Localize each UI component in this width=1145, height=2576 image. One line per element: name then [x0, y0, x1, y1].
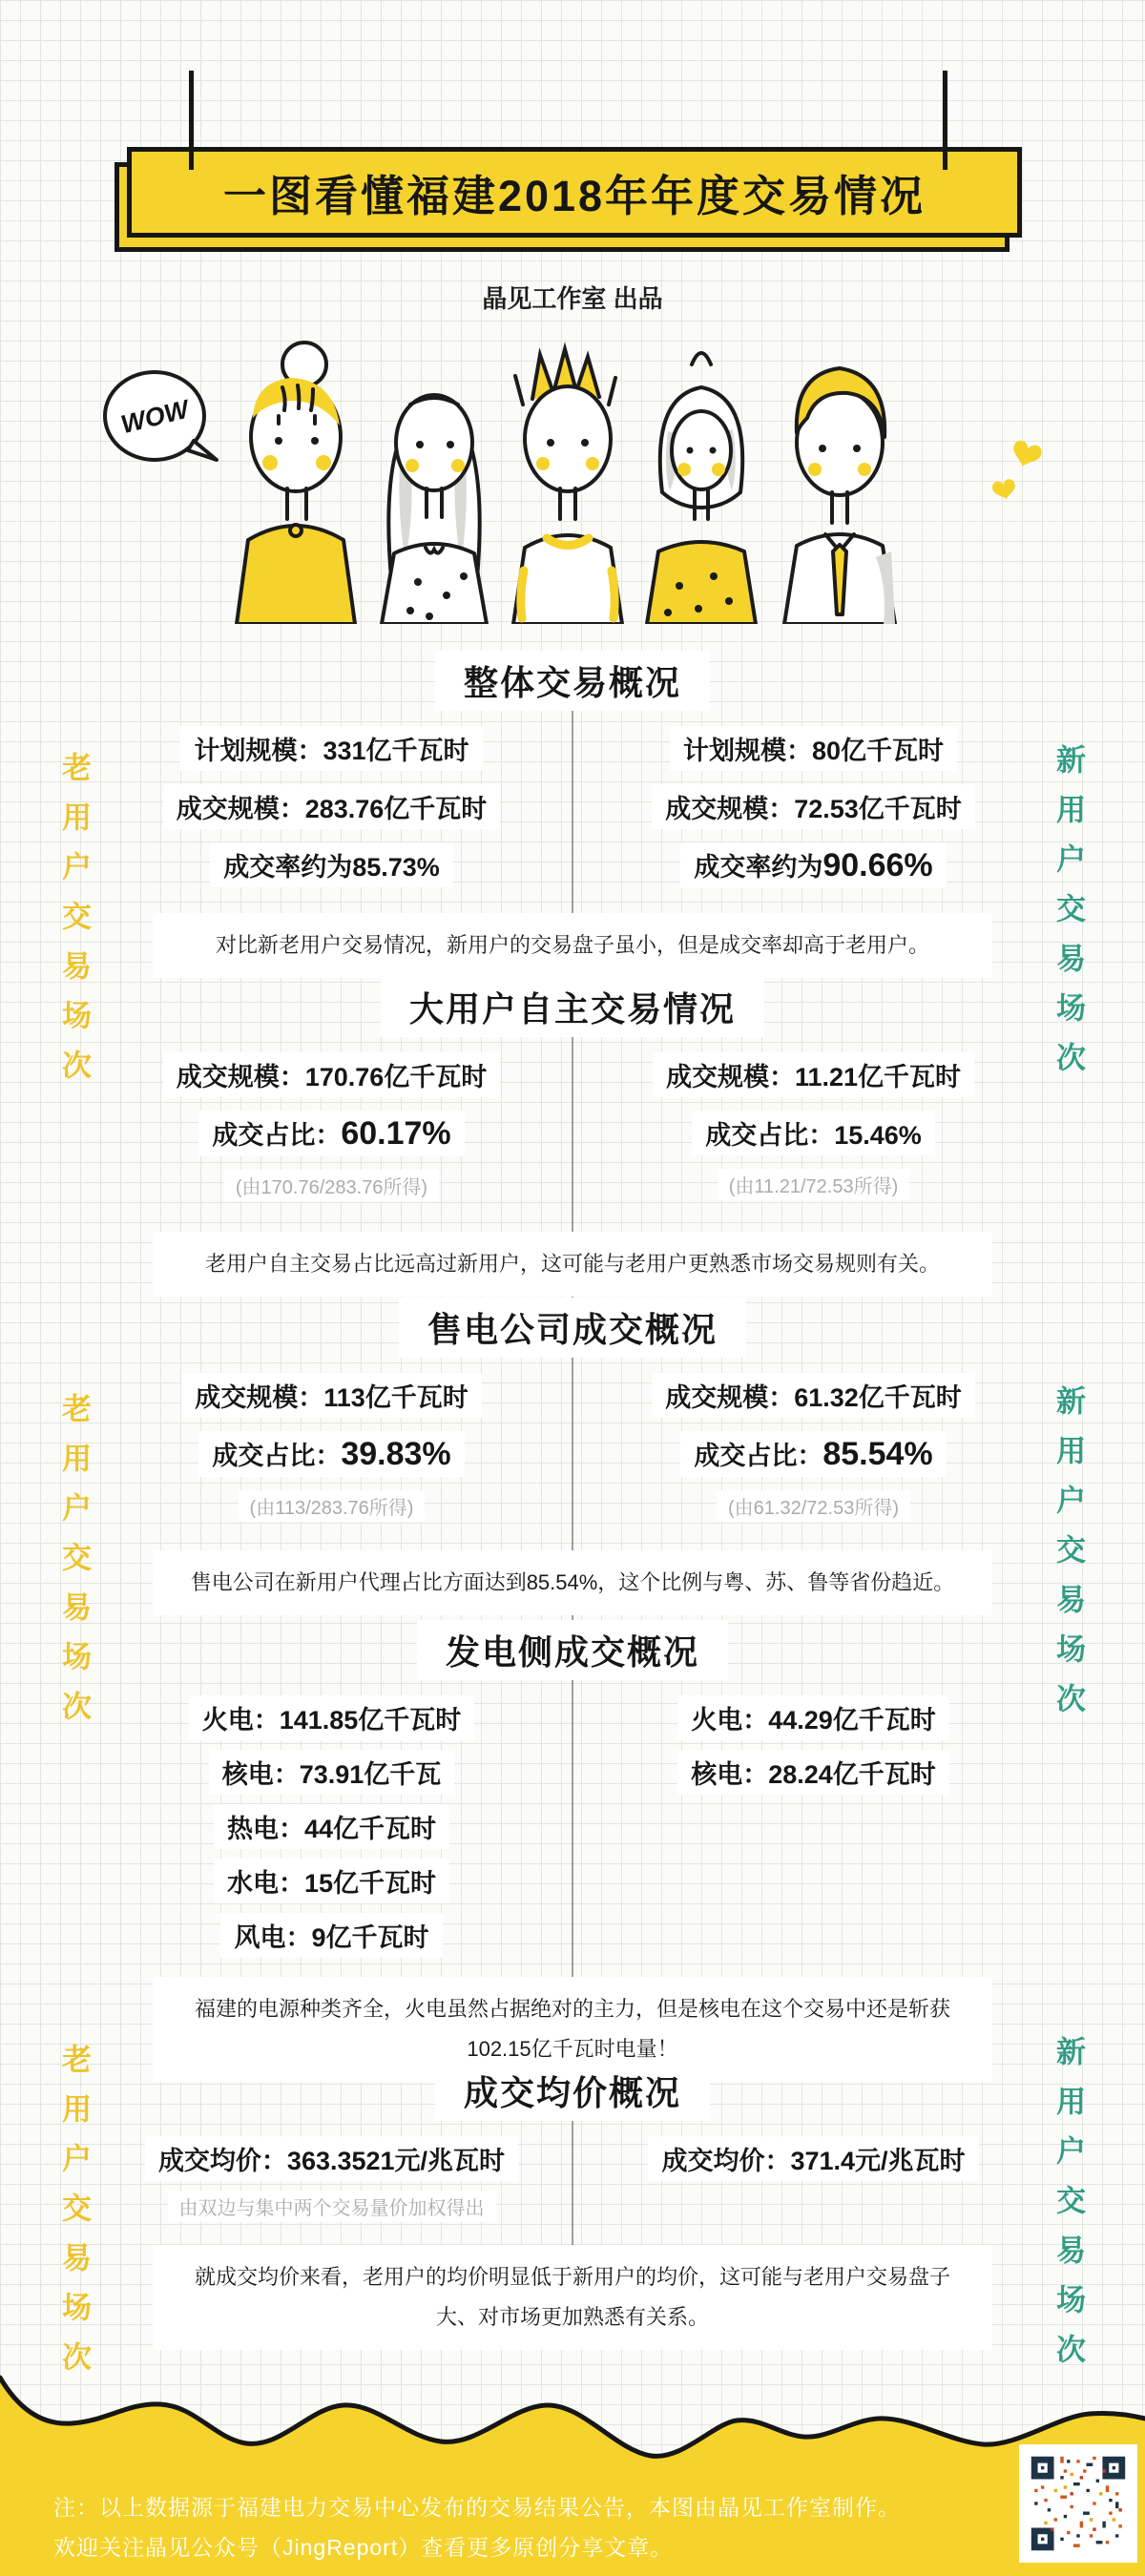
byline: 晶见工作室 出品 [482, 284, 663, 313]
stat-line: 成交规模：113亿千瓦时 [181, 1373, 482, 1418]
stat-line: 核电：73.91亿千瓦 [209, 1750, 455, 1795]
section-heading: 售电公司成交概况 [399, 1298, 746, 1358]
stat-line: 成交占比：60.17% [198, 1111, 464, 1156]
rail-new-user-3: 新用户交易场次 [1051, 2036, 1085, 2383]
stat-line: 风电：9亿千瓦时 [220, 1913, 442, 1958]
character-bob-girl [647, 353, 756, 624]
new-user-column [572, 726, 1054, 888]
stat-line: 成交占比：39.83% [198, 1431, 464, 1477]
new-user-column [572, 2136, 1054, 2222]
footer-note-line2: 欢迎关注晶见公众号（JingReport）查看更多原创分享文章。 [53, 2535, 674, 2560]
stat-line: 水电：15亿千瓦时 [214, 1859, 449, 1903]
new-user-column [572, 1052, 1054, 1201]
stat-subnote: (由61.32/72.53所得) [717, 1490, 910, 1522]
stat-line: 成交占比：85.54% [680, 1431, 946, 1477]
rail-new-user-1: 新用户交易场次 [1051, 744, 1085, 1091]
stat-line: 成交规模：170.76亿千瓦时 [163, 1052, 501, 1097]
character-tie-boy [784, 368, 895, 624]
stat-subnote: (由113/283.76所得) [239, 1490, 426, 1522]
rail-old-user-1: 老用户交易场次 [57, 752, 91, 1099]
stat-line: 成交均价：371.4元/兆瓦时 [648, 2136, 978, 2181]
hearts-decoration [991, 439, 1044, 501]
rail-new-user-2: 新用户交易场次 [1051, 1385, 1085, 1733]
section-note: 对比新老用户交易情况，新用户的交易盘子虽小，但是成交率却高于老用户。 [153, 913, 992, 978]
hanger-pin-left [189, 71, 194, 170]
page-title: 一图看懂福建2018年年度交易情况 [222, 172, 926, 220]
section-heading: 大用户自主交易情况 [381, 977, 764, 1037]
qr-code [1019, 2444, 1137, 2563]
old-user-column [91, 1373, 572, 1522]
stat-line: 成交规模：283.76亿千瓦时 [163, 784, 501, 829]
stat-line: 成交均价：363.3521元/兆瓦时 [145, 2136, 518, 2181]
stat-line: 计划规模：331亿千瓦时 [180, 726, 482, 771]
old-user-column [91, 1052, 572, 1201]
new-user-column [572, 1373, 1054, 1522]
stat-line: 成交规模：61.32亿千瓦时 [652, 1373, 975, 1418]
title-banner [127, 147, 1022, 238]
stat-line: 核电：28.24亿千瓦时 [677, 1750, 949, 1795]
stat-line: 成交规模：11.21亿千瓦时 [653, 1052, 974, 1097]
stat-line: 计划规模：80亿千瓦时 [670, 726, 957, 771]
section-heading: 整体交易概况 [435, 651, 710, 711]
old-user-column [91, 2136, 572, 2222]
character-bun-girl [237, 343, 355, 624]
section-large-user-trading [91, 977, 1054, 1297]
section-note: 就成交均价来看，老用户的均价明显低于新用户的均价，这可能与老用户交易盘子大、对市场更加熟悉有关系。 [153, 2245, 992, 2350]
new-user-column [572, 1695, 1054, 1958]
stat-line: 火电：141.85亿千瓦时 [189, 1695, 475, 1740]
stat-subnote: (由11.21/72.53所得) [718, 1169, 910, 1200]
character-longhair-girl [382, 395, 487, 624]
stat-line: 成交占比：15.46% [692, 1111, 935, 1155]
stat-subnote: (由170.76/283.76所得) [224, 1170, 439, 1201]
rail-old-user-2: 老用户交易场次 [57, 1393, 91, 1740]
footer-note-line1: 注：以上数据源于福建电力交易中心发布的交易结果公告，本图由晶见工作室制作。 [53, 2495, 901, 2520]
stat-subnote: 由双边与集中两个交易量价加权得出 [168, 2191, 496, 2222]
old-user-column [91, 726, 572, 888]
section-retail-company [91, 1298, 1054, 1615]
section-generation-side [91, 1620, 1054, 2082]
stat-line: 火电：44.29亿千瓦时 [677, 1695, 949, 1740]
section-note: 老用户自主交易占比远高过新用户，这可能与老用户更熟悉市场交易规则有关。 [153, 1232, 992, 1297]
rail-old-user-3: 老用户交易场次 [57, 2044, 91, 2391]
hanger-pin-right [943, 71, 947, 170]
section-overall-trading [91, 651, 1054, 978]
characters-illustration [95, 336, 1050, 624]
section-heading: 成交均价概况 [435, 2061, 710, 2121]
svg-text:WOW: WOW [117, 394, 192, 440]
stat-line: 成交率约为90.66% [680, 842, 946, 888]
stat-line: 成交率约为85.73% [210, 842, 453, 887]
stat-line: 成交规模：72.53亿千瓦时 [652, 784, 975, 829]
section-note: 福建的电源种类齐全，火电虽然占据绝对的主力，但是核电在这个交易中还是斩获102.15亿千瓦时电量！ [153, 1977, 992, 2082]
section-heading: 发电侧成交概况 [417, 1620, 728, 1680]
old-user-column [91, 1695, 572, 1958]
section-note: 售电公司在新用户代理占比方面达到85.54%，这个比例与粤、苏、鲁等省份趋近。 [153, 1550, 992, 1615]
character-spiky-boy [513, 349, 622, 624]
stat-line: 热电：44亿千瓦时 [214, 1804, 449, 1849]
wow-speech-bubble [105, 372, 217, 460]
